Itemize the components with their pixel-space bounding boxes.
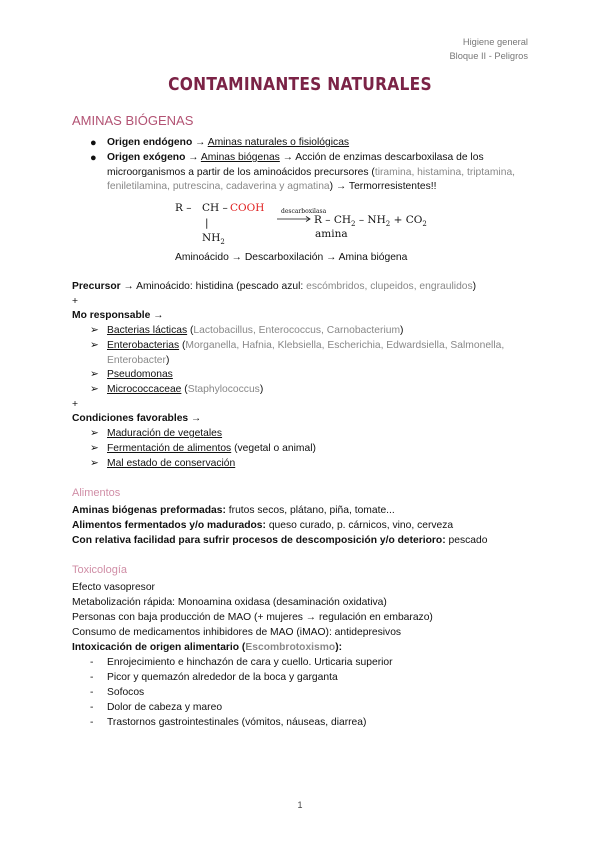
bacterias-lacticas: Bacterias lácticas [107, 325, 188, 336]
formula-enzyme: descarboxilasa [281, 208, 327, 215]
origen-exogeno-label: Origen exógeno [107, 152, 186, 163]
bullet-dot: ● [90, 152, 97, 164]
aminas-naturales-link: Aminas naturales o fisiológicas [207, 137, 350, 148]
symptom-item: Sofocos [107, 687, 145, 698]
precursor-line [72, 279, 476, 294]
section-heading-alimentos: Alimentos [72, 487, 121, 499]
formula-amina: amina [315, 228, 348, 240]
formula-nh2: $NH_2$ [202, 232, 225, 244]
dash-bullet: - [90, 702, 94, 713]
toxicologia-line: Efecto vasopresor [72, 582, 155, 593]
enterobacterias: Enterobacterias [107, 340, 180, 351]
alimentos-text: frutos secos, plátano, piña, tomate... [225, 505, 395, 516]
pescado-azul-list: escómbridos, clupeidos, engraulidos [306, 281, 473, 292]
aminas-biogenas-link: Aminas biógenas [200, 152, 280, 163]
alimentos-text: queso curado, p. cárnicos, vino, cerveza [265, 520, 454, 531]
termorresistentes-text: ) → Termorresistentes!! [329, 181, 437, 193]
condicion-item [107, 441, 507, 456]
condiciones-label: Condiciones favorables [72, 413, 189, 424]
alimentos-line [72, 518, 453, 533]
arrow-bullet-icon: ➢ [90, 443, 99, 454]
origen-endogeno-label: Origen endógeno [107, 137, 193, 148]
formula-cooh: COOH [230, 202, 265, 214]
arrow: → [185, 152, 201, 163]
formula-product: $R - CH_2 - NH_2 + CO_2$ [314, 214, 427, 228]
mo-responsable-label: Mo responsable [72, 310, 151, 321]
alimentos-line [72, 533, 487, 548]
arrow-bullet-icon: ➢ [90, 340, 99, 351]
dash-bullet: - [90, 657, 94, 668]
section-heading-toxicologia: Toxicología [72, 564, 128, 576]
paren: ( [179, 340, 186, 351]
condiciones-heading [72, 411, 201, 426]
mo-item [107, 338, 507, 368]
bullet-origen-exogeno [107, 151, 532, 195]
paren: ( [187, 325, 194, 336]
fermentacion-detail: (vegetal o animal) [231, 443, 316, 454]
condicion-item [107, 456, 507, 471]
enterobacteria-genera: Morganella, Hafnia, Klebsiella, Escherichia, Edwardsiella, Salmonella, Enterobacter [107, 340, 505, 366]
mo-item [107, 323, 507, 338]
arrow: → [192, 137, 208, 148]
symptom-item: Picor y quemazón alrededor de la boca y garganta [107, 672, 338, 683]
descarboxilasa-text: → Acción de enzimas descarboxilasa de los microorganismos a partir de los aminoácidos precursores ( [107, 152, 484, 178]
intoxicacion-heading [72, 640, 342, 655]
alimentos-line [72, 503, 395, 518]
plus-sign: + [72, 296, 79, 307]
symptom-item: Enrojecimiento e hinchazón de cara y cuello. Urticaria superior [107, 657, 393, 668]
paren: ) [259, 384, 264, 395]
toxicologia-line: Metabolización rápida: Monoamina oxidasa (desaminación oxidativa) [72, 597, 387, 608]
dash-bullet: - [90, 672, 94, 683]
dash-bullet: - [90, 687, 94, 698]
formula-ch: CH – [202, 202, 228, 214]
condicion-item [107, 426, 507, 441]
arrow-bullet-icon: ➢ [90, 369, 99, 380]
alimentos-label: Con relativa facilidad para sufrir procesos de descomposición y/o deterioro: [72, 535, 446, 546]
maduracion-vegetales: Maduración de vegetales [107, 428, 223, 439]
micrococcaceae: Micrococcaceae [107, 384, 182, 395]
arrow-bullet-icon: ➢ [90, 325, 99, 336]
section-heading-aminas: AMINAS BIÓGENAS [72, 113, 194, 128]
paren: ) [400, 325, 404, 336]
formula-r: R – [175, 202, 192, 214]
mo-item [107, 382, 507, 397]
arrow: → [188, 413, 202, 424]
page-number: 1 [297, 800, 303, 810]
bullet-dot: ● [90, 137, 97, 149]
aminas-list: tiramina, histamina, triptamina, feniletilamina, putrescina, cadaverina y agmatina [107, 166, 516, 193]
staphylococcus: Staphylococcus [187, 384, 260, 395]
fermentacion-alimentos: Fermentación de alimentos [107, 443, 232, 454]
alimentos-label: Aminas biógenas preformadas: [72, 505, 226, 516]
decarboxylation-formula [175, 199, 435, 244]
pseudomonas: Pseudomonas [107, 369, 173, 380]
precursor-close: ) [472, 281, 477, 292]
formula-caption: Aminoácido → Descarboxilación → Amina biógena [175, 252, 408, 263]
escombrotoxismo: Escombrotoxismo [245, 642, 336, 653]
header-block: Bloque II - Peligros [449, 51, 528, 61]
plus-sign: + [72, 399, 79, 410]
arrow-bullet-icon: ➢ [90, 458, 99, 469]
mo-item [107, 367, 507, 382]
intoxicacion-close: ): [335, 642, 343, 653]
page-title: CONTAMINANTES NATURALES [168, 74, 432, 95]
formula-bond: | [205, 217, 209, 229]
toxicologia-line: Consumo de medicamentos inhibidores de MAO (iMAO): antidepresivos [72, 627, 402, 638]
paren: ) [165, 355, 170, 366]
precursor-text: → Aminoácido: histidina (pescado azul: [120, 281, 307, 292]
arrow-bullet-icon: ➢ [90, 384, 99, 395]
intoxicacion-label: Intoxicación de origen alimentario ( [72, 642, 246, 653]
toxicologia-line: Personas con baja producción de MAO (+ mujeres → regulación en embarazo) [72, 612, 433, 623]
header-course: Higiene general [462, 37, 528, 47]
paren: ( [181, 384, 188, 395]
arrow: → [150, 310, 164, 321]
mo-responsable-heading [72, 308, 164, 323]
arrow-bullet-icon: ➢ [90, 428, 99, 439]
mal-estado-conservacion: Mal estado de conservación [107, 458, 236, 469]
symptom-item: Dolor de cabeza y mareo [107, 702, 223, 713]
alimentos-label: Alimentos fermentados y/o madurados: [72, 520, 266, 531]
alimentos-text: pescado [445, 535, 488, 546]
symptom-item: Trastornos gastrointestinales (vómitos, náuseas, diarrea) [107, 717, 367, 728]
lactic-genera: Lactobacillus, Enterococcus, Carnobacterium [193, 325, 401, 336]
precursor-label: Precursor [72, 281, 121, 292]
dash-bullet: - [90, 717, 94, 728]
bullet-origen-endogeno [107, 136, 532, 151]
